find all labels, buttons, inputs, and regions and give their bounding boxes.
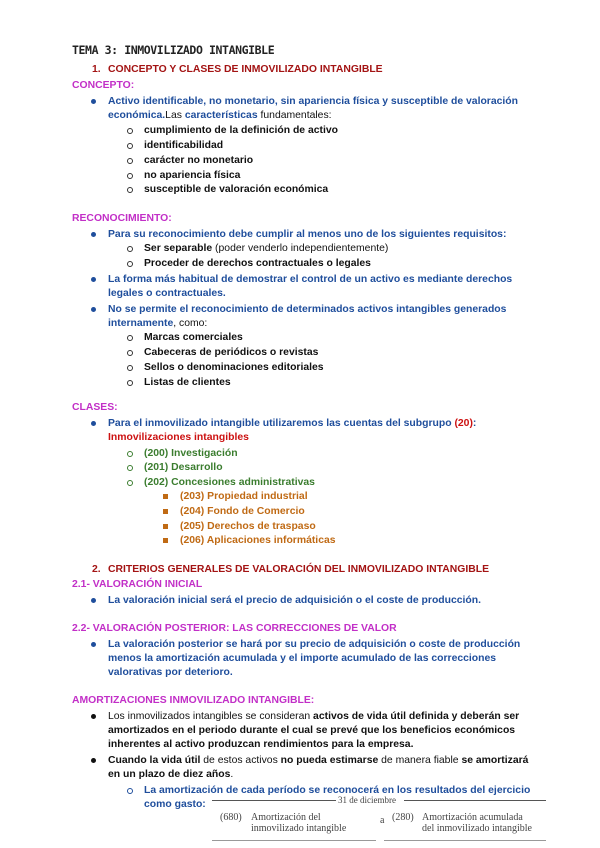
concepto-fundamentales: fundamentales: [257, 110, 332, 121]
bullet-circle [127, 350, 133, 356]
section-1-heading: CONCEPTO Y CLASES DE INMOVILIZADO INTANGIBLE [108, 64, 383, 75]
reconocimiento-separable-line [144, 242, 388, 255]
bullet-circle [127, 788, 133, 794]
valoracion-inicial-text: La valoración inicial será el precio de adquisición o el coste de producción. [108, 595, 482, 606]
journal-rule-bottom-left [212, 840, 376, 841]
reconocimiento-control-line-1: La forma más habitual de demostrar el control de un activo es mediante derechos [108, 274, 513, 285]
concepto-definition-line-1: Activo identificable, no monetario, sin apariencia física y susceptible de valoración [108, 96, 518, 107]
reconocimiento-item: Marcas comerciales [144, 332, 243, 343]
section-1-number: 1. [92, 64, 101, 75]
bullet-dot [91, 99, 96, 104]
bullet-dot [91, 307, 96, 312]
bullet-circle [127, 128, 133, 134]
bullet-circle [127, 246, 133, 252]
page-title: TEMA 3: INMOVILIZADO INTANGIBLE [72, 43, 275, 57]
section-2-number: 2. [92, 564, 101, 575]
clases-cuenta: (200) Investigación [144, 448, 238, 459]
concepto-label: CONCEPTO: [72, 80, 135, 91]
valoracion-inicial-label: 2.1- VALORACIÓN INICIAL [72, 579, 203, 590]
reconocimiento-label: RECONOCIMIENTO: [72, 213, 172, 224]
journal-rule-left [212, 800, 336, 801]
valoracion-posterior-line-3: valorativas por deterioro. [108, 667, 233, 678]
bullet-circle [127, 158, 133, 164]
reconocimiento-control-line-2: legales o contractuales. [108, 288, 226, 299]
reconocimiento-item: Cabeceras de periódicos o revistas [144, 347, 319, 358]
reconocimiento-separable-note: (poder venderlo independientemente) [212, 243, 389, 254]
bullet-dot [91, 421, 96, 426]
journal-credit-line-2: del inmovilizado intangible [422, 823, 532, 834]
reconocimiento-item: Sellos o denominaciones editoriales [144, 362, 324, 373]
clases-subgrupo-text: Para el inmovilizado intangible utilizaremos las cuentas del subgrupo [108, 418, 455, 429]
bullet-square [163, 538, 168, 543]
clases-subcuenta: (203) Propiedad industrial [180, 491, 308, 502]
amortizaciones-line-4 [108, 754, 528, 767]
amortizaciones-fiable: de manera fiable [378, 755, 462, 766]
journal-rule-right [404, 800, 546, 801]
valoracion-posterior-line-2: menos la amortización acumulada y el importe acumulado de las correcciones [108, 653, 497, 664]
reconocimiento-no-permite-line-1: No se permite el reconocimiento de determinados activos intangibles generados [108, 304, 507, 315]
reconocimiento-separable: Ser separable [144, 243, 213, 254]
bullet-square [163, 524, 168, 529]
clases-subgrupo-code: (20) [454, 418, 473, 429]
reconocimiento-derechos: Proceder de derechos contractuales o legales [144, 258, 371, 269]
bullet-circle [127, 335, 133, 341]
valoracion-posterior-line-1: La valoración posterior se hará por su precio de adquisición o coste de producción [108, 639, 521, 650]
reconocimiento-como: , como: [173, 318, 208, 329]
clases-cuenta: (201) Desarrollo [144, 462, 223, 473]
concepto-item: cumplimiento de la definición de activo [144, 125, 338, 136]
amortizaciones-no-estimarse: no pueda estimarse [280, 755, 379, 766]
journal-debit-code: (680) [220, 812, 242, 823]
clases-subgrupo-line [108, 417, 476, 430]
bullet-dot [91, 714, 96, 719]
amortizaciones-consideran: Los inmovilizados intangibles se consideran [108, 711, 314, 722]
clases-subcuenta: (204) Fondo de Comercio [180, 506, 305, 517]
clases-colon: : [472, 418, 477, 429]
amortizaciones-de-estos: de estos activos [200, 755, 281, 766]
amortizaciones-line-5 [108, 768, 233, 781]
bullet-circle [127, 465, 133, 471]
clases-cuenta: (202) Concesiones administrativas [144, 477, 315, 488]
amortizaciones-vida-util: activos de vida útil definida y deberán ser [313, 711, 520, 722]
bullet-dot [91, 642, 96, 647]
bullet-circle [127, 480, 133, 486]
bullet-circle [127, 380, 133, 386]
bullet-dot [91, 232, 96, 237]
amortizaciones-label: AMORTIZACIONES INMOVILIZADO INTANGIBLE: [72, 695, 315, 706]
amortizaciones-sub-line-2: como gasto: [144, 799, 206, 810]
valoracion-posterior-label: 2.2- VALORACIÓN POSTERIOR: LAS CORRECCIONES DE VALOR [72, 623, 397, 634]
concepto-item: identificabilidad [144, 140, 224, 151]
clases-inmovilizaciones: Inmovilizaciones intangibles [108, 432, 249, 443]
journal-debit-line-2: inmovilizado intangible [251, 823, 347, 834]
bullet-circle [127, 365, 133, 371]
concepto-definition-line-2 [108, 109, 332, 122]
amortizaciones-se-amortizara: se amortizará [461, 755, 529, 766]
amortizaciones-period: . [230, 769, 234, 780]
bullet-circle [127, 173, 133, 179]
amortizaciones-diez-anos: en un plazo de diez años [108, 769, 231, 780]
concepto-item: carácter no monetario [144, 155, 254, 166]
journal-date: 31 de diciembre [338, 795, 396, 805]
clases-subcuenta: (206) Aplicaciones informáticas [180, 535, 336, 546]
concepto-item: susceptible de valoración económica [144, 184, 329, 195]
bullet-circle [127, 261, 133, 267]
bullet-circle [127, 187, 133, 193]
bullet-square [163, 494, 168, 499]
section-2-heading: CRITERIOS GENERALES DE VALORACIÓN DEL INMOVILIZADO INTANGIBLE [108, 564, 490, 575]
reconocimiento-no-permite-line-2 [108, 317, 207, 330]
concepto-item: no apariencia física [144, 170, 241, 181]
journal-credit-line-1: Amortización acumulada [422, 812, 523, 823]
clases-label: CLASES: [72, 402, 118, 413]
reconocimiento-item: Listas de clientes [144, 377, 231, 388]
bullet-dot [91, 758, 96, 763]
concepto-definition-end: económica. [108, 110, 166, 121]
amortizaciones-line-3: inherentes al activo produzcan rendimientos para la empresa. [108, 739, 414, 750]
concepto-caracteristicas: características [184, 110, 258, 121]
amortizaciones-line-1 [108, 710, 519, 723]
journal-a: a [380, 815, 385, 826]
bullet-square [163, 509, 168, 514]
journal-debit-line-1: Amortización del [251, 812, 321, 823]
amortizaciones-sub-line-1: La amortización de cada período se reconocerá en los resultados del ejercicio [144, 785, 531, 796]
bullet-dot [91, 277, 96, 282]
reconocimiento-requisitos: Para su reconocimiento debe cumplir al menos uno de los siguientes requisitos: [108, 229, 507, 240]
concepto-las: Las [165, 110, 185, 121]
journal-rule-bottom-right [384, 840, 546, 841]
amortizaciones-cuando: Cuando la vida útil [108, 755, 201, 766]
bullet-circle [127, 451, 133, 457]
amortizaciones-line-2: amortizados en el periodo durante el cual se prevé que los beneficios económicos [108, 725, 516, 736]
reconocimiento-internamente: internamente [108, 318, 174, 329]
bullet-dot [91, 598, 96, 603]
bullet-circle [127, 143, 133, 149]
clases-subcuenta: (205) Derechos de traspaso [180, 521, 316, 532]
journal-credit-code: (280) [392, 812, 414, 823]
